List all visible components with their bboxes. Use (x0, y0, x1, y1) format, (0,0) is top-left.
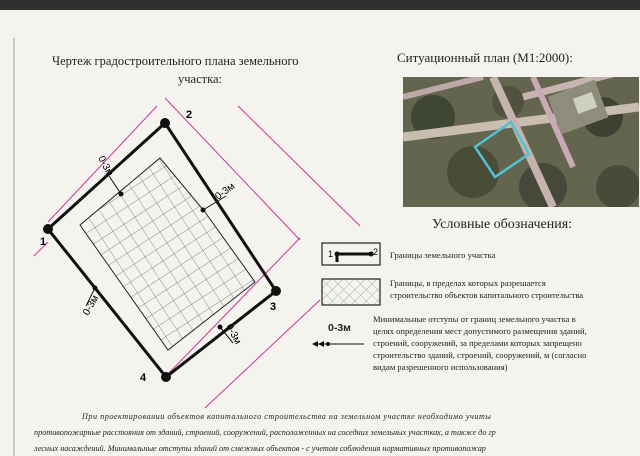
footer-line1: При проектировании объектов капитального строительства на земельном участке необходимо учиты (82, 412, 492, 421)
vertex-1-marker (43, 224, 53, 234)
setback-label-bottom-right: 0-3м (223, 322, 244, 347)
land-plot-drawing (0, 10, 400, 456)
vertex-2-label: 2 (186, 109, 193, 121)
drawing-title-line2: участка: (178, 72, 223, 86)
legend-setback-line5: видам разрешенного использования) (373, 362, 508, 372)
vertex-2-marker (160, 118, 170, 128)
viewer-top-bar (0, 0, 640, 10)
setback-label-top-left: 0-3м (95, 154, 116, 179)
legend-item-boundary: Границы земельного участка (390, 250, 496, 260)
legend-boundary-symbol (321, 242, 381, 266)
document-sheet (0, 10, 640, 456)
setback-label-top-right: 0-3м (213, 180, 238, 203)
vertex-1-label: 1 (40, 236, 47, 248)
drawing-title-line1: Чертеж градостроительного плана земельного (52, 54, 299, 68)
legend-title: Условные обозначения: (432, 217, 573, 232)
legend-item-buildable-line2: строительство объектов капитального строительства (390, 290, 584, 300)
legend-setback-line3: строений, сооружений, за пределами которых запрещено (373, 338, 582, 348)
vertex-3-label: 3 (270, 301, 277, 313)
legend-symbol-label-2: 2 (373, 247, 379, 257)
vertex-4-label: 4 (140, 372, 147, 384)
footer-line3: лесных насаждений. Минимальные отступы зданий от смежных объектов - с учетом соблюдения нормативных противопожар (34, 444, 486, 453)
legend-buildable-symbol (321, 278, 381, 306)
legend-item-buildable-line1: Границы, в пределах которых разрешается (390, 278, 546, 288)
vertex-3-marker (271, 286, 281, 296)
setback-label-bottom-left: 0-3м (81, 293, 102, 318)
legend-setback-line4: строительство зданий, строений, сооружений, м (согласно (373, 350, 587, 360)
vertex-4-marker (161, 372, 171, 382)
situation-plan-title: Ситуационный план (М1:2000): (397, 50, 573, 65)
legend-setback-line1: Минимальные отступы от границ земельного участка в (373, 314, 576, 324)
situation-plan-photo (403, 77, 639, 207)
legend-setback-line2: целях определения мест допустимого размещения зданий, (373, 326, 587, 336)
legend-setback-arrow (310, 338, 366, 350)
legend-setback-symbol: 0-3м (328, 322, 351, 334)
legend-symbol-label-1: 1 (328, 249, 334, 259)
footer-line2: противопожарные расстояния от зданий, строений, сооружений, расположенных на соседних земельных участках, а также до гр (34, 428, 496, 437)
